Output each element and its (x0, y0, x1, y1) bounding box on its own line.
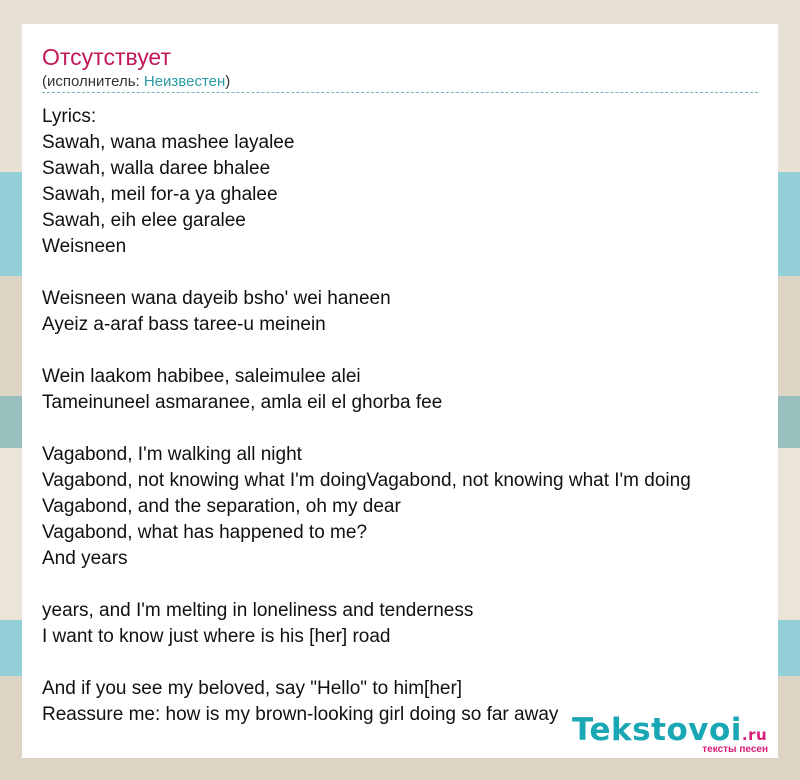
lyric-line: Reassure me: how is my brown-looking girl doing so far away (42, 704, 559, 725)
lyric-line: Vagabond, what has happened to me? (42, 522, 368, 543)
lyric-line: Ayeiz a-araf bass taree-u meinein (42, 314, 326, 335)
lyric-line-blank (42, 260, 754, 286)
artist-line (42, 73, 230, 91)
lyric-line: Vagabond, not knowing what I'm doingVagabond, not knowing what I'm doing (42, 470, 691, 491)
lyric-line: And if you see my beloved, say "Hello" to him[her] (42, 678, 463, 699)
logo-tld: .ru (741, 726, 768, 744)
artist-prefix: (исполнитель: (42, 73, 144, 90)
lyric-line: Vagabond, and the separation, oh my dear (42, 496, 401, 517)
lyric-line-blank (42, 650, 754, 676)
lyric-line: I want to know just where is his [her] road (42, 626, 391, 647)
lyric-line: Sawah, walla daree bhalee (42, 158, 271, 179)
artist-suffix: ) (225, 73, 231, 90)
lyrics-card (22, 24, 778, 758)
lyric-line: Wein laakom habibee, saleimulee alei (42, 366, 361, 387)
lyric-line: Weisneen wana dayeib bsho' wei haneen (42, 288, 391, 309)
logo-tagline: тексты песен (702, 744, 768, 755)
lyric-line: Sawah, eih elee garalee (42, 210, 246, 231)
lyric-line: Vagabond, I'm walking all night (42, 444, 302, 465)
song-title: Отсутствует (42, 44, 171, 70)
lyric-line: Sawah, meil for-a ya ghalee (42, 184, 278, 205)
artist-link[interactable]: Неизвестен (143, 73, 226, 90)
lyric-line: Weisneen (42, 236, 127, 257)
lyric-line: And years (42, 548, 128, 569)
lyric-line-blank (42, 338, 754, 364)
logo-word: Tekstovoi (572, 712, 742, 748)
lyric-line: Lyrics: (42, 106, 97, 127)
lyric-line: years, and I'm melting in loneliness and tenderness (42, 600, 474, 621)
lyric-line-blank (42, 416, 754, 442)
lyric-line: Sawah, wana mashee layalee (42, 132, 295, 153)
lyric-line: Tameinuneel asmaranee, amla eil el ghorba fee (42, 392, 443, 413)
lyric-line-blank (42, 572, 754, 598)
header-divider (42, 92, 758, 93)
site-logo[interactable] (572, 711, 778, 759)
lyrics-text (42, 104, 754, 728)
